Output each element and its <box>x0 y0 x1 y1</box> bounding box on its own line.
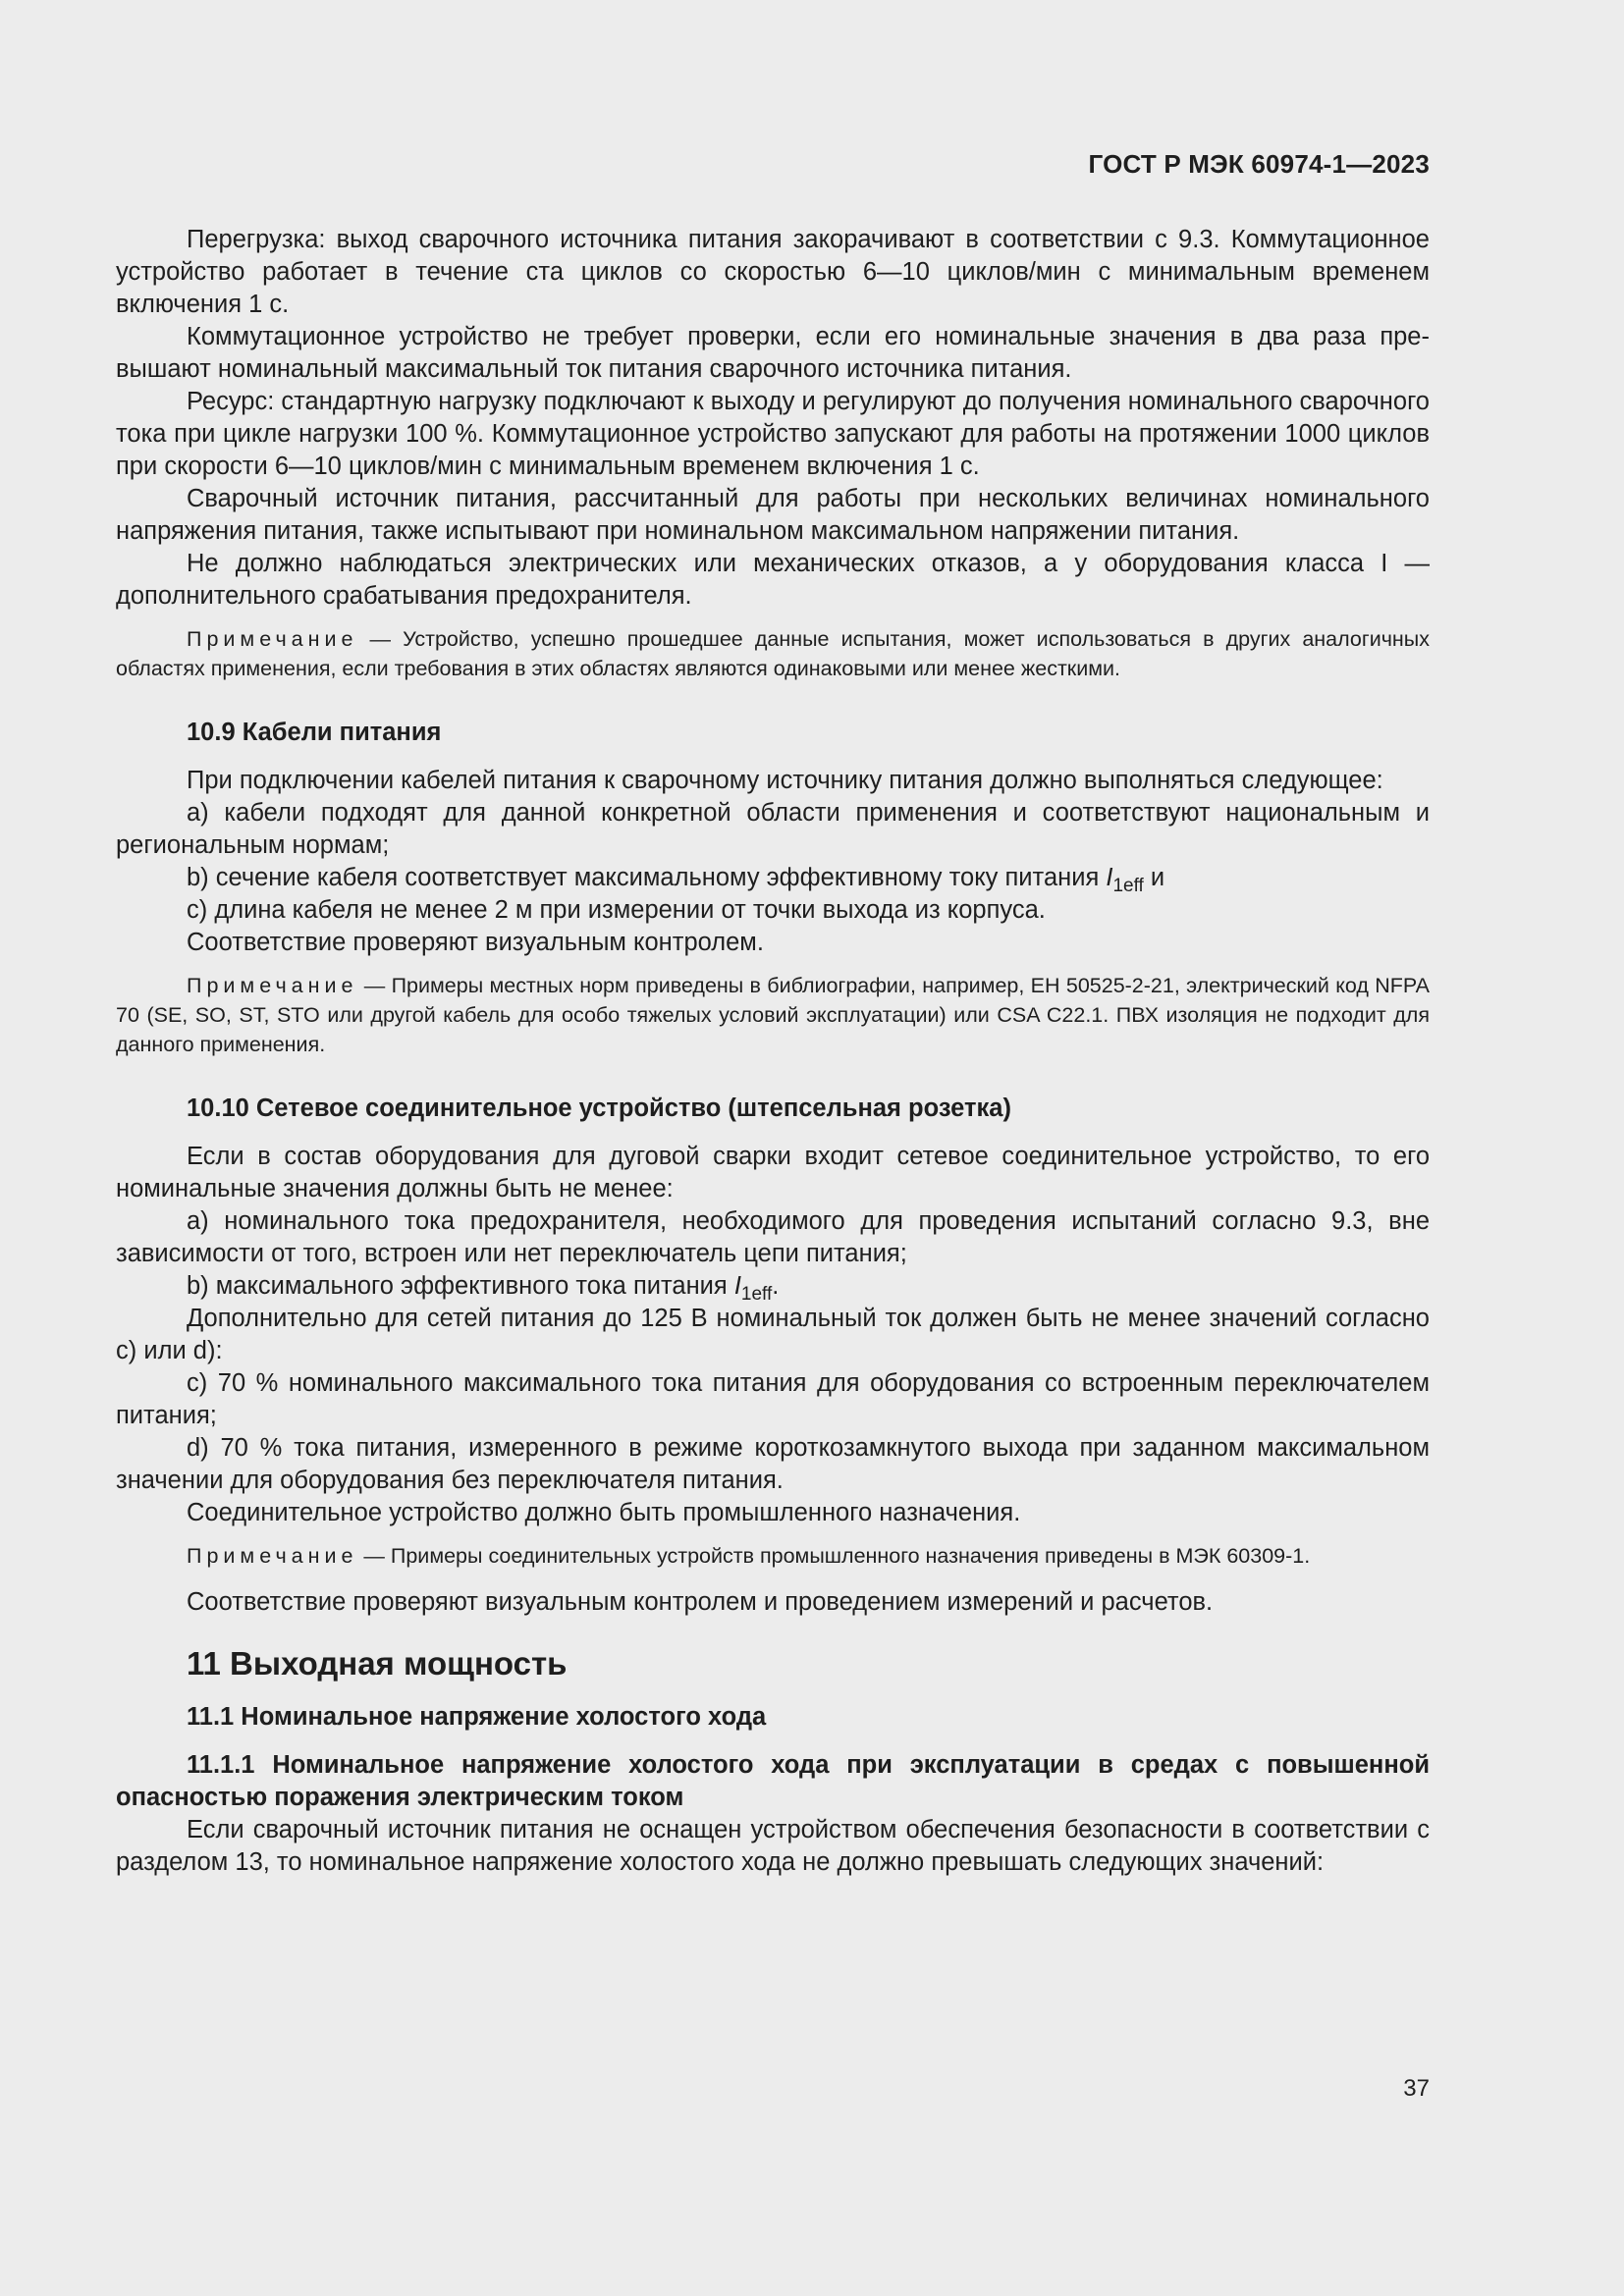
endurance-paragraph: Ресурс: стандартную нагрузку подключают к выходу и регулируют до получения номинального сварочного тока при цикле нагрузки 100 %. Коммутационное устройство запускают для работы на протяжении 1000 циклов при скорости 6—10 циклов/мин с минимальным временем включения 1 с. <box>116 388 1430 480</box>
section-11-heading: 11 Выходная мощность <box>187 1645 568 1682</box>
overload-paragraph: Перегрузка: выход сварочного источника питания закорачивают в соответствии с 9.3. Коммутационное устройство работает в течение ста циклов со скоростью 6—10 циклов/мин с минимальным временем включения 1 с. <box>116 226 1430 318</box>
note-label: Примечание <box>187 1544 358 1568</box>
note-label: Примечание <box>187 974 358 997</box>
plug-intro: Если в состав оборудования для дуговой сварки входит сетевое соединительное устройство, то его номинальные значения должны быть не менее: <box>116 1143 1430 1202</box>
supply-cables-intro: При подключении кабелей питания к сварочному источнику питания должно выполняться следующее: <box>187 767 1383 794</box>
plug-item-b <box>116 1270 1430 1303</box>
page-number: 37 <box>1403 2075 1430 2102</box>
section-10-9-heading: 10.9 Кабели питания <box>187 719 442 746</box>
note-text: — Примеры местных норм приведены в библиографии, например, ЕН 50525-2-21, электрический код NFPA 70 (SE, SO, ST, STO или другой кабель для особо тяжелых условий эксплуатации) или CSA C22.1. ПВХ изоляция не подходит для данного применения. <box>116 974 1430 1056</box>
current-symbol: I <box>733 1272 741 1300</box>
plug-compliance: Соответствие проверяют визуальным контролем и проведением измерений и расчетов. <box>187 1588 1214 1616</box>
section-10-10-heading: 10.10 Сетевое соединительное устройство (штепсельная розетка) <box>187 1095 1011 1122</box>
note-text: — Примеры соединительных устройств промышленного назначения приведены в МЭК 60309-1. <box>357 1544 1311 1568</box>
plug-item-c: c) 70 % номинального максимального тока питания для оборудования со встроенным переключателем питания; <box>116 1369 1430 1429</box>
current-subscript: 1eff <box>740 1284 773 1305</box>
item-b-prefix: b) сечение кабеля соответствует максимальному эффективному току питания <box>187 864 1107 891</box>
plug-item-a: a) номинального тока предохранителя, необходимого для проведения испытаний согласно 9.3, вне зависимости от того, встроен или нет переключатель цепи питания; <box>116 1207 1430 1267</box>
note-switching-device <box>116 624 1430 683</box>
supply-cables-item-b <box>116 862 1430 894</box>
plug-industrial-requirement: Соединительное устройство должно быть промышленного назначения. <box>187 1499 1021 1526</box>
plug-extra-requirement: Дополнительно для сетей питания до 125 В номинальный ток должен быть не менее значений согласно c) или d): <box>116 1305 1430 1364</box>
plug-item-d: d) 70 % тока питания, измеренного в режиме короткозамкнутого выхода при заданном максимальном значении для оборудования без переключателя питания. <box>116 1434 1430 1494</box>
supply-cables-item-c: c) длина кабеля не менее 2 м при измерении от точки выхода из корпуса. <box>187 896 1046 924</box>
note-local-standards <box>116 971 1430 1059</box>
supply-cables-item-a: a) кабели подходят для данной конкретной области применения и соответствуют национальным и региональным нормам; <box>116 799 1430 859</box>
item-b-prefix: b) максимального эффективного тока питания <box>187 1272 734 1300</box>
supply-cables-compliance: Соответствие проверяют визуальным контролем. <box>187 929 764 956</box>
item-b-suffix: . <box>772 1272 780 1300</box>
section-11-1-1-text: Если сварочный источник питания не оснащен устройством обеспечения безопасности в соответствии с разделом 13, то номинальное напряжение холостого хода не должно превышать следующих значений: <box>116 1816 1430 1876</box>
current-symbol: I <box>1106 864 1113 891</box>
note-industrial-plugs <box>116 1541 1430 1571</box>
multi-voltage-paragraph: Сварочный источник питания, рассчитанный для работы при нескольких величинах номинального напряжения питания, также испытывают при номинальном максимальном напряжении питания. <box>116 485 1430 545</box>
note-label: Примечание <box>187 627 358 651</box>
switching-device-paragraph: Коммутационное устройство не требует проверки, если его номинальные значения в два раза превышают номинальный максимальный ток питания сварочного источника питания. <box>116 323 1430 383</box>
page-content <box>116 224 1430 1879</box>
section-11-1-heading: 11.1 Номинальное напряжение холостого хода <box>187 1703 767 1731</box>
note-text: — Устройство, успешно прошедшее данные испытания, может использоваться в других аналогичных областях применения, если требования в этих областях являются одинаковыми или менее жесткими. <box>116 627 1430 680</box>
document-code-header: ГОСТ Р МЭК 60974-1—2023 <box>1088 149 1430 179</box>
current-subscript: 1eff <box>1112 876 1144 896</box>
item-b-suffix: и <box>1143 864 1165 891</box>
failure-criteria-paragraph: Не должно наблюдаться электрических или механических отказов, а у оборудования класса I — дополнительного срабатывания предохранителя. <box>116 550 1430 610</box>
section-11-1-1-heading: 11.1.1 Номинальное напряжение холостого хода при эксплуатации в средах с повышенной опасностью поражения электрическим током <box>116 1751 1430 1811</box>
